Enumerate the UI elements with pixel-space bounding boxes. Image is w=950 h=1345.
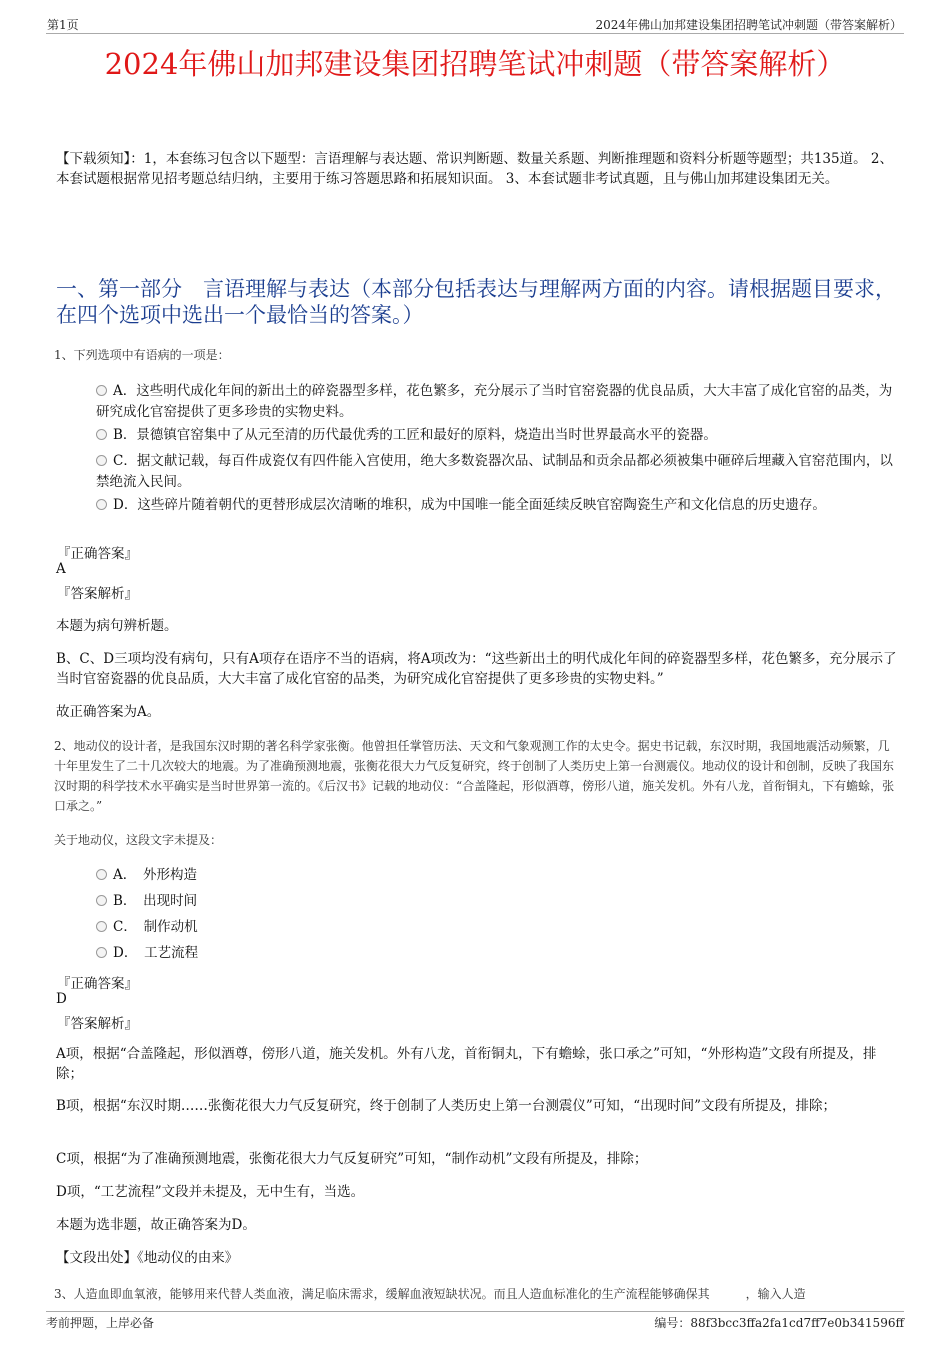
radio-icon[interactable] (96, 385, 107, 396)
q2-option-d[interactable] (96, 943, 896, 964)
radio-icon[interactable] (96, 869, 107, 880)
q1-answer-label: 『正确答案』 (57, 546, 138, 562)
option-text: D．这些碎片随着朝代的更替形成层次清晰的堆积，成为中国唯一能全面延续反映官窑陶瓷生产和文化信息的历史遗存。 (113, 497, 826, 513)
option-text: D． 工艺流程 (113, 945, 199, 961)
document-title: 2024年佛山加邦建设集团招聘笔试冲刺题（带答案解析） (104, 47, 846, 81)
option-text: A． 外形构造 (113, 867, 197, 883)
radio-icon[interactable] (96, 921, 107, 932)
q1-option-d[interactable] (96, 495, 896, 516)
radio-icon[interactable] (96, 499, 107, 510)
q2-answer-label: 『正确答案』 (57, 976, 138, 992)
q2-question: 关于地动仪，这段文字未提及： (54, 833, 223, 847)
q2-option-c[interactable] (96, 917, 896, 938)
section-heading: 一、第一部分 言语理解与表达（本部分包括表达与理解两方面的内容。请根据题目要求，在四个选项中选出一个最恰当的答案。） (56, 277, 896, 327)
option-text: C． 制作动机 (113, 919, 198, 935)
q1-answer: A (56, 561, 66, 577)
page-number: 第1页 (47, 18, 79, 32)
header-doc-title: 2024年佛山加邦建设集团招聘笔试冲刺题（带答案解析） (595, 18, 902, 32)
q1-option-c[interactable] (96, 451, 896, 493)
q2-analysis-c: C项，根据“为了准确预测地震，张衡花很大力气反复研究”可知，“制作动机”文段有所提及，排除； (56, 1151, 648, 1167)
q1-option-a[interactable] (96, 381, 896, 423)
q3-stem: 3、人造血即血氧液，能够用来代替人类血液，满足临床需求，缓解血液短缺状况。而且人造血标准化的生产流程能够确保其 ，输入人造 (54, 1287, 806, 1301)
radio-icon[interactable] (96, 429, 107, 440)
option-text: A．这些明代成化年间的新出土的碎瓷器型多样，花色繁多，充分展示了当时官窑瓷器的优良品质，大大丰富了成化官窑的品类，为研究成化官窑提供了更多珍贵的实物史料。 (96, 383, 893, 420)
footer-divider (46, 1311, 904, 1312)
footer-doc-id: 编号：88f3bcc3ffa2fa1cd7ff7e0b341596ff (654, 1316, 904, 1330)
radio-icon[interactable] (96, 455, 107, 466)
q2-analysis-a: A项，根据“合盖隆起，形似酒尊，傍形八道，施关发机。外有八龙，首衔铜丸，下有蟾蜍，张口承之”可知，“外形构造”文段有所提及，排除； (56, 1046, 877, 1082)
q2-source: 【文段出处】《地动仪的由来》 (56, 1250, 239, 1266)
q2-option-b[interactable] (96, 891, 896, 912)
q2-analysis-d: D项，“工艺流程”文段并未提及，无中生有，当选。 (56, 1184, 365, 1200)
q1-analysis-1: 本题为病句辨析题。 (56, 618, 178, 634)
q1-analysis-label: 『答案解析』 (57, 586, 138, 602)
q1-analysis-2: B、C、D三项均没有病句，只有A项存在语序不当的语病，将A项改为：“这些新出土的明代成化年间的碎瓷器型多样，花色繁多，充分展示了当时官窑瓷器的优良品质，大大丰富了成化官窑的品类，为研究成化官窑提供了更多珍贵的实物史料。” (56, 651, 897, 687)
footer-slogan: 考前押题，上岸必备 (46, 1316, 155, 1330)
option-text: C．据文献记载，每百件成瓷仅有四件能入宫使用，绝大多数瓷器次品、试制品和贡余品都必须被集中砸碎后埋藏入官窑范围内，以禁绝流入民间。 (96, 453, 893, 490)
q2-answer: D (56, 991, 67, 1007)
download-notice: 【下载须知】：1，本套练习包含以下题型：言语理解与表达题、常识判断题、数量关系题、判断推理题和资料分析题等题型；共135道。 2、本套试题根据常见招考题总结归纳，主要用于练习答题思路和拓展知识面。 3、本套试题非考试真题，且与佛山加邦建设集团无关。 (56, 151, 893, 187)
option-text: B． 出现时间 (113, 893, 198, 909)
q2-analysis-conclusion: 本题为选非题，故正确答案为D。 (56, 1217, 256, 1233)
radio-icon[interactable] (96, 947, 107, 958)
option-text: B．景德镇官窑集中了从元至清的历代最优秀的工匠和最好的原料，烧造出当时世界最高水平的瓷器。 (113, 427, 717, 443)
q2-option-a[interactable] (96, 865, 896, 886)
q2-stem: 2、地动仪的设计者，是我国东汉时期的著名科学家张衡。他曾担任掌管历法、天文和气象观测工作的太史令。据史书记载，东汉时期，我国地震活动频繁，几十年里发生了二十几次较大的地震。为了准确预测地震，张衡花很大力气反复研究，终于创制了人类历史上第一台测震仪。地动仪的设计和创制，反映了我国东汉时期的科学技术水平确实是当时世界第一流的。《后汉书》记载的地动仪：“合盖隆起，形似酒尊，傍形八道，施关发机。外有八龙，首衔铜丸，下有蟾蜍，张口承之。” (54, 739, 895, 813)
q2-analysis-b: B项，根据“东汉时期……张衡花很大力气反复研究，终于创制了人类历史上第一台测震仪”可知，“出现时间”文段有所提及，排除； (56, 1098, 837, 1114)
q1-stem: 1、下列选项中有语病的一项是： (54, 348, 230, 362)
radio-icon[interactable] (96, 895, 107, 906)
q1-option-b[interactable] (96, 425, 896, 446)
header-divider (46, 33, 904, 34)
q2-analysis-label: 『答案解析』 (57, 1016, 138, 1032)
q1-analysis-3: 故正确答案为A。 (56, 704, 161, 720)
